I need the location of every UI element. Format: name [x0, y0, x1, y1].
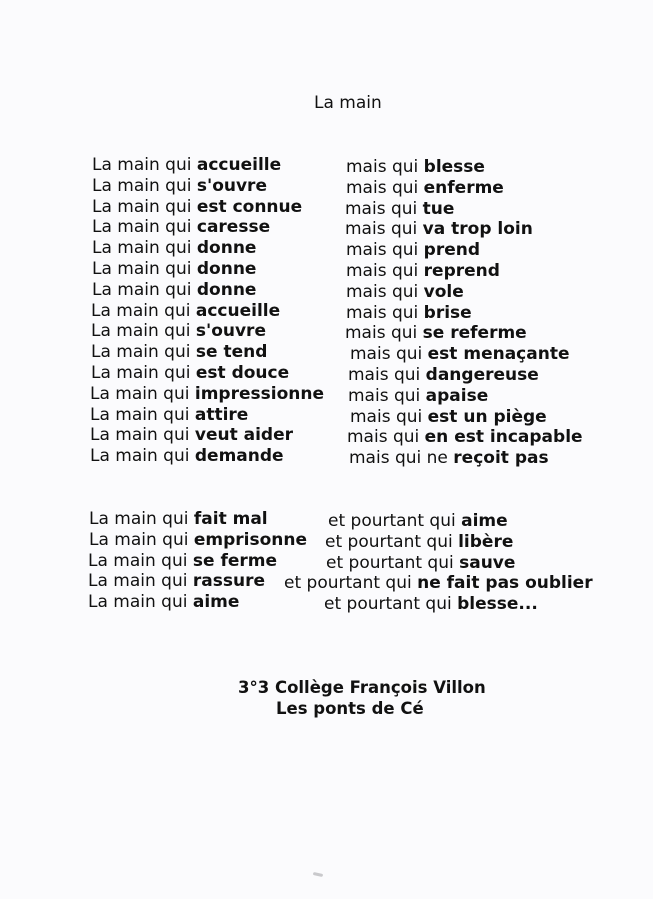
verse-left-verb: donne [196, 238, 257, 259]
signature-class-school: 3°3 Collège François Villon [238, 678, 486, 697]
verse-right-verb: aime [461, 511, 508, 531]
verse-right [346, 261, 500, 281]
verse-right-verb: en est incapable [424, 427, 583, 448]
verse-right-prefix: et pourtant qui [328, 511, 462, 531]
verse-left-verb: donne [196, 279, 257, 300]
verse-right-verb: est un piège [427, 406, 547, 427]
verse-left-verb: veut aider [194, 425, 294, 446]
verse-right [346, 282, 464, 302]
verse-right-prefix: mais qui [346, 177, 424, 198]
verse-left-prefix: La main qui [91, 300, 196, 321]
verse-right [345, 323, 527, 343]
verse-left [89, 530, 307, 550]
verse-right-prefix: mais qui [348, 385, 426, 406]
verse-right-verb: ne fait pas oublier [417, 573, 593, 594]
verse-left [92, 155, 281, 175]
verse-right [346, 240, 480, 260]
verse-left-prefix: La main qui [88, 571, 193, 592]
verse-right-verb: enferme [423, 177, 504, 198]
verse-right-prefix: mais qui [346, 302, 424, 323]
verse-right-verb: brise [423, 302, 472, 323]
verse-right [326, 553, 515, 573]
verse-right-prefix: mais qui [350, 344, 428, 365]
verse-left-verb: s'ouvre [195, 321, 266, 342]
verse-left [92, 259, 256, 279]
verse-right [350, 344, 569, 364]
verse-right [346, 303, 472, 323]
verse-left [88, 592, 239, 612]
verse-left-verb: fait mal [193, 509, 268, 529]
verse-left [88, 571, 265, 591]
verse-right-prefix: et pourtant qui [324, 594, 458, 615]
verse-left [92, 280, 256, 300]
verse-left [90, 384, 324, 404]
verse-left-verb: se ferme [192, 550, 277, 571]
verse-left-verb: attire [194, 404, 249, 425]
verse-right-prefix: mais qui [345, 198, 423, 219]
verse-left-prefix: La main qui [90, 383, 195, 404]
verse-left [90, 425, 293, 445]
verse-right-prefix: mais qui [345, 323, 423, 344]
verse-left-verb: aime [192, 592, 240, 613]
verse-left-prefix: La main qui [90, 425, 195, 446]
verse-left-prefix: La main qui [92, 196, 197, 217]
verse-left-prefix: La main qui [88, 550, 193, 571]
verse-left-prefix: La main qui [92, 279, 197, 300]
verse-left [90, 446, 284, 466]
verse-right-verb: blesse [423, 157, 485, 177]
verse-right [345, 219, 533, 239]
poem-title: La main [314, 93, 382, 113]
verse-left [91, 363, 289, 383]
verse-left-prefix: La main qui [92, 155, 197, 175]
verse-left-verb: donne [196, 259, 257, 279]
verse-right-verb: reprend [423, 261, 500, 281]
verse-left-verb: est connue [196, 196, 303, 217]
verse-right-verb: reçoit pas [453, 448, 549, 469]
verse-left-prefix: La main qui [89, 529, 194, 550]
verse-right [348, 386, 488, 406]
verse-right [325, 532, 513, 552]
verse-right-verb: vole [423, 281, 464, 302]
signature-town: Les ponts de Cé [276, 699, 424, 718]
verse-left [92, 197, 302, 217]
verse-right-prefix: mais qui [346, 261, 424, 281]
verse-left-verb: s'ouvre [196, 175, 267, 196]
verse-left [91, 321, 266, 341]
verse-right-prefix: mais qui [348, 365, 426, 385]
verse-right-verb: est menaçante [427, 344, 570, 365]
verse-left-verb: accueille [196, 155, 282, 175]
verse-right [328, 511, 508, 531]
verse-left-prefix: La main qui [92, 238, 197, 259]
verse-right-verb: libère [458, 531, 514, 552]
verse-right [348, 365, 539, 385]
verse-right-prefix: mais qui [346, 240, 424, 261]
verse-right-prefix: mais qui [346, 281, 424, 302]
verse-right-prefix: mais qui [345, 219, 423, 240]
verse-left-verb: caresse [196, 217, 271, 238]
verse-right-verb: sauve [459, 552, 516, 573]
verse-right-prefix: et pourtant qui [284, 573, 418, 594]
verse-right [346, 157, 485, 177]
verse-left-prefix: La main qui [92, 217, 197, 238]
verse-left-verb: est douce [195, 363, 290, 383]
verse-left [88, 551, 277, 571]
verse-left-prefix: La main qui [89, 509, 194, 529]
verse-left-verb: demande [194, 446, 284, 467]
verse-left-prefix: La main qui [88, 592, 193, 613]
verse-left-verb: rassure [192, 571, 265, 592]
verse-right-verb: se referme [422, 323, 527, 344]
verse-right-prefix: mais qui ne [349, 448, 454, 469]
verse-right [347, 427, 583, 447]
verse-right-prefix: mais qui [347, 427, 425, 448]
verse-right [284, 573, 593, 593]
verse-left-prefix: La main qui [91, 363, 196, 383]
verse-left [92, 238, 256, 258]
verse-left-verb: impressionne [194, 383, 324, 404]
verse-right-verb: blesse... [457, 594, 538, 615]
verse-left [92, 217, 270, 237]
verse-right [346, 178, 504, 198]
verse-right-verb: prend [423, 240, 481, 261]
verse-left-verb: se tend [195, 342, 268, 363]
verse-left-prefix: La main qui [91, 342, 196, 363]
verse-left-verb: emprisonne [193, 529, 308, 550]
verse-left-prefix: La main qui [92, 259, 197, 279]
verse-left-prefix: La main qui [92, 175, 197, 196]
verse-left-prefix: La main qui [91, 321, 196, 342]
verse-left-verb: accueille [195, 300, 281, 321]
verse-left-prefix: La main qui [90, 404, 195, 425]
verse-right-prefix: mais qui [346, 157, 424, 177]
verse-right-verb: apaise [425, 385, 489, 406]
verse-left [91, 342, 267, 362]
scan-speck [313, 872, 323, 877]
verse-left [90, 405, 248, 425]
verse-right [350, 407, 547, 427]
verse-right-verb: dangereuse [425, 365, 539, 385]
verse-left [91, 301, 280, 321]
verse-left-prefix: La main qui [90, 446, 195, 467]
verse-right-prefix: mais qui [350, 406, 428, 427]
verse-right-verb: va trop loin [422, 219, 533, 240]
verse-right-verb: tue [422, 198, 455, 219]
verse-left [89, 509, 268, 529]
verse-right [324, 594, 538, 614]
verse-right [349, 448, 549, 468]
verse-left [92, 176, 267, 196]
verse-right [345, 199, 454, 219]
verse-right-prefix: et pourtant qui [326, 552, 460, 573]
verse-right-prefix: et pourtant qui [325, 531, 459, 552]
